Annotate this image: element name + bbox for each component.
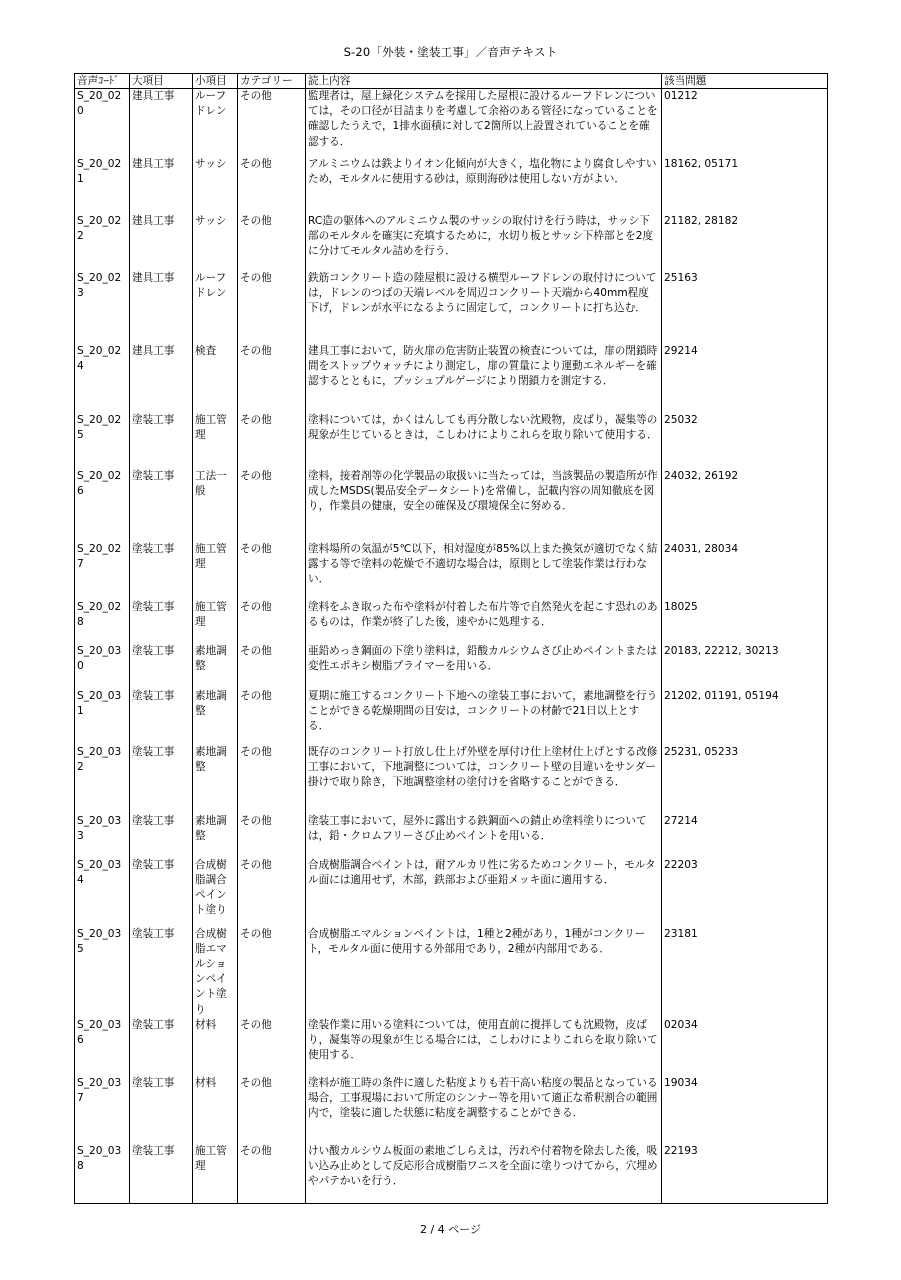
cell-category: その他 — [238, 214, 306, 271]
cell-code: S_20_033 — [75, 814, 130, 858]
column-header-major: 大項目 — [130, 74, 193, 89]
cell-questions: 23181 — [662, 927, 828, 1018]
cell-code: S_20_037 — [75, 1076, 130, 1144]
cell-category: その他 — [238, 689, 306, 745]
column-header-text: 読上内容 — [306, 74, 662, 89]
cell-major: 塗装工事 — [130, 469, 193, 542]
cell-minor: 材料 — [193, 1018, 238, 1076]
cell-category: その他 — [238, 858, 306, 927]
cell-questions: 29214 — [662, 344, 828, 413]
cell-major: 塗装工事 — [130, 689, 193, 745]
cell-major: 建具工事 — [130, 157, 193, 214]
cell-category: その他 — [238, 1018, 306, 1076]
cell-major: 塗装工事 — [130, 745, 193, 814]
cell-major: 塗装工事 — [130, 1144, 193, 1204]
table-row — [75, 542, 828, 600]
table-row — [75, 1018, 828, 1076]
cell-category: その他 — [238, 271, 306, 344]
cell-text: 合成樹脂調合ペイントは，耐アルカリ性に劣るためコンクリート，モルタル面には適用せず，木部，鉄部および亜鉛メッキ面に適用する． — [306, 858, 662, 927]
cell-questions: 01212 — [662, 89, 828, 157]
cell-minor: 素地調整 — [193, 689, 238, 745]
cell-text: 夏期に施工するコンクリート下地への塗装工事において，素地調整を行うことができる乾燥期間の目安は，コンクリートの材齢で21日以上とする． — [306, 689, 662, 745]
cell-code: S_20_034 — [75, 858, 130, 927]
cell-major: 建具工事 — [130, 214, 193, 271]
cell-minor: ルーフドレン — [193, 89, 238, 157]
cell-major: 塗装工事 — [130, 1018, 193, 1076]
cell-minor: 施工管理 — [193, 1144, 238, 1204]
cell-questions: 22203 — [662, 858, 828, 927]
table-row — [75, 1076, 828, 1144]
cell-code: S_20_032 — [75, 745, 130, 814]
cell-code: S_20_038 — [75, 1144, 130, 1204]
cell-questions: 27214 — [662, 814, 828, 858]
column-header-code: 音声ｺｰﾄﾞ — [75, 74, 130, 89]
cell-text: RC造の躯体へのアルミニウム製のサッシの取付けを行う時は，サッシ下部のモルタルを確実に充填するために，水切り板とサッシ下枠部とを2度に分けてモルタル詰めを行う． — [306, 214, 662, 271]
table-row — [75, 157, 828, 214]
cell-text: 塗料場所の気温が5℃以下，相対湿度が85%以上また換気が適切でなく結露する等で塗料の乾燥で不適切な場合は，原則として塗装作業は行わない． — [306, 542, 662, 600]
cell-code: S_20_020 — [75, 89, 130, 157]
table-row — [75, 745, 828, 814]
table-row — [75, 469, 828, 542]
cell-questions: 21202, 01191, 05194 — [662, 689, 828, 745]
cell-questions: 25032 — [662, 413, 828, 469]
cell-category: その他 — [238, 89, 306, 157]
cell-text: 塗料については，かくはんしても再分散しない沈殿物，皮ばり，凝集等の現象が生じているときは，こしわけによりこれらを取り除いて使用する． — [306, 413, 662, 469]
cell-minor: 工法一般 — [193, 469, 238, 542]
cell-minor: 材料 — [193, 1076, 238, 1144]
table-row — [75, 89, 828, 157]
cell-text: 鉄筋コンクリート造の陸屋根に設ける横型ルーフドレンの取付けについては，ドレンのつばの天端レベルを周辺コンクリート天端から40mm程度下げ，ドレンが水平になるように固定して，コンクリートに打ち込む． — [306, 271, 662, 344]
cell-code: S_20_023 — [75, 271, 130, 344]
table-header-row — [75, 74, 828, 89]
cell-major: 塗装工事 — [130, 413, 193, 469]
table-row — [75, 927, 828, 1018]
cell-questions: 21182, 28182 — [662, 214, 828, 271]
cell-code: S_20_027 — [75, 542, 130, 600]
cell-text: 既存のコンクリート打放し仕上げ外壁を厚付け仕上塗材仕上げとする改修工事において，下地調整については，コンクリート壁の目違いをサンダー掛けで取り除き，下地調整塗材の塗付けを省略することができる． — [306, 745, 662, 814]
cell-text: 建具工事において，防火扉の危害防止装置の検査については，扉の閉鎖時間をストップウォッチにより測定し，扉の質量により運動エネルギーを確認するとともに，プッシュプルゲージにより閉鎖力を測定する． — [306, 344, 662, 413]
cell-code: S_20_036 — [75, 1018, 130, 1076]
cell-text: 塗料，接着剤等の化学製品の取扱いに当たっては，当該製品の製造所が作成したMSDS(製品安全データシート)を常備し，記載内容の周知徹底を図り，作業員の健康，安全の確保及び環境保全に努める． — [306, 469, 662, 542]
cell-category: その他 — [238, 413, 306, 469]
cell-code: S_20_024 — [75, 344, 130, 413]
cell-major: 塗装工事 — [130, 858, 193, 927]
cell-category: その他 — [238, 1076, 306, 1144]
cell-minor: 合成樹脂エマルションペイント塗り — [193, 927, 238, 1018]
cell-text: 塗料をふき取った布や塗料が付着した布片等で自然発火を起こす恐れのあるものは，作業が終了した後，速やかに処理する． — [306, 600, 662, 644]
cell-minor: 検査 — [193, 344, 238, 413]
table-row — [75, 214, 828, 271]
cell-questions: 18162, 05171 — [662, 157, 828, 214]
cell-code: S_20_022 — [75, 214, 130, 271]
cell-category: その他 — [238, 157, 306, 214]
cell-code: S_20_026 — [75, 469, 130, 542]
cell-major: 建具工事 — [130, 271, 193, 344]
cell-text: 塗料が施工時の条件に適した粘度よりも若干高い粘度の製品となっている場合，工事現場において所定のシンナー等を用いて適正な希釈割合の範囲内で，塗装に適した状態に粘度を調整することができる． — [306, 1076, 662, 1144]
cell-code: S_20_028 — [75, 600, 130, 644]
cell-major: 塗装工事 — [130, 600, 193, 644]
cell-questions: 22193 — [662, 1144, 828, 1204]
cell-questions: 25163 — [662, 271, 828, 344]
cell-major: 建具工事 — [130, 89, 193, 157]
cell-minor: 素地調整 — [193, 814, 238, 858]
cell-questions: 19034 — [662, 1076, 828, 1144]
voice-text-table — [74, 73, 828, 1204]
cell-category: その他 — [238, 745, 306, 814]
cell-minor: 施工管理 — [193, 600, 238, 644]
cell-major: 塗装工事 — [130, 927, 193, 1018]
page-number: 2 / 4 ページ — [420, 1223, 481, 1236]
cell-minor: ルーフドレン — [193, 271, 238, 344]
cell-major: 塗装工事 — [130, 814, 193, 858]
table-row — [75, 1144, 828, 1204]
cell-code: S_20_031 — [75, 689, 130, 745]
cell-minor: 素地調整 — [193, 745, 238, 814]
cell-category: その他 — [238, 927, 306, 1018]
page-title: S-20「外装・塗装工事」／音声テキスト — [343, 45, 558, 59]
cell-major: 塗装工事 — [130, 1076, 193, 1144]
cell-minor: 合成樹脂調合ペイント塗り — [193, 858, 238, 927]
cell-questions: 24032, 26192 — [662, 469, 828, 542]
cell-category: その他 — [238, 644, 306, 689]
column-header-questions: 該当問題 — [662, 74, 828, 89]
cell-category: その他 — [238, 1144, 306, 1204]
cell-category: その他 — [238, 600, 306, 644]
cell-category: その他 — [238, 469, 306, 542]
table-row — [75, 644, 828, 689]
cell-category: その他 — [238, 344, 306, 413]
cell-major: 塗装工事 — [130, 542, 193, 600]
table-row — [75, 344, 828, 413]
cell-category: その他 — [238, 542, 306, 600]
table-row — [75, 600, 828, 644]
cell-questions: 20183, 22212, 30213 — [662, 644, 828, 689]
cell-text: アルミニウムは鉄よりイオン化傾向が大きく，塩化物により腐食しやすいため，モルタルに使用する砂は，原則海砂は使用しない方がよい． — [306, 157, 662, 214]
table-row — [75, 271, 828, 344]
column-header-minor: 小項目 — [193, 74, 238, 89]
cell-category: その他 — [238, 814, 306, 858]
cell-questions: 25231, 05233 — [662, 745, 828, 814]
cell-minor: サッシ — [193, 157, 238, 214]
cell-code: S_20_025 — [75, 413, 130, 469]
cell-text: 合成樹脂エマルションペイントは，1種と2種があり，1種がコンクリート，モルタル面に使用する外部用であり，2種が内部用である． — [306, 927, 662, 1018]
column-header-category: カテゴリー — [238, 74, 306, 89]
cell-minor: サッシ — [193, 214, 238, 271]
cell-text: 監理者は，屋上緑化システムを採用した屋根に設けるルーフドレンについては，その口径が目詰まりを考慮して余裕のある管径になっていることを確認したうえで，1排水面積に対して2箇所以上設置されていることを確認する． — [306, 89, 662, 157]
table-row — [75, 689, 828, 745]
table-row — [75, 858, 828, 927]
cell-minor: 素地調整 — [193, 644, 238, 689]
cell-questions: 18025 — [662, 600, 828, 644]
cell-questions: 02034 — [662, 1018, 828, 1076]
cell-questions: 24031, 28034 — [662, 542, 828, 600]
cell-code: S_20_021 — [75, 157, 130, 214]
cell-text: 塗装作業に用いる塗料については，使用直前に撹拌しても沈殿物，皮ばり，凝集等の現象が生じる場合には，こしわけによりこれらを取り除いて使用する． — [306, 1018, 662, 1076]
cell-text: 塗装工事において，屋外に露出する鉄鋼面への錆止め塗料塗りについては，鉛・クロムフリーさび止めペイントを用いる． — [306, 814, 662, 858]
table-row — [75, 814, 828, 858]
cell-minor: 施工管理 — [193, 542, 238, 600]
table-row — [75, 413, 828, 469]
cell-major: 建具工事 — [130, 344, 193, 413]
cell-minor: 施工管理 — [193, 413, 238, 469]
cell-code: S_20_035 — [75, 927, 130, 1018]
cell-text: 亜鉛めっき鋼面の下塗り塗料は，鉛酸カルシウムさび止めペイントまたは変性エポキシ樹脂プライマーを用いる． — [306, 644, 662, 689]
cell-major: 塗装工事 — [130, 644, 193, 689]
cell-text: けい酸カルシウム板面の素地ごしらえは，汚れや付着物を除去した後，吸い込み止めとして反応形合成樹脂ワニスを全面に塗りつけてから，穴埋めやパテかいを行う． — [306, 1144, 662, 1204]
cell-code: S_20_030 — [75, 644, 130, 689]
